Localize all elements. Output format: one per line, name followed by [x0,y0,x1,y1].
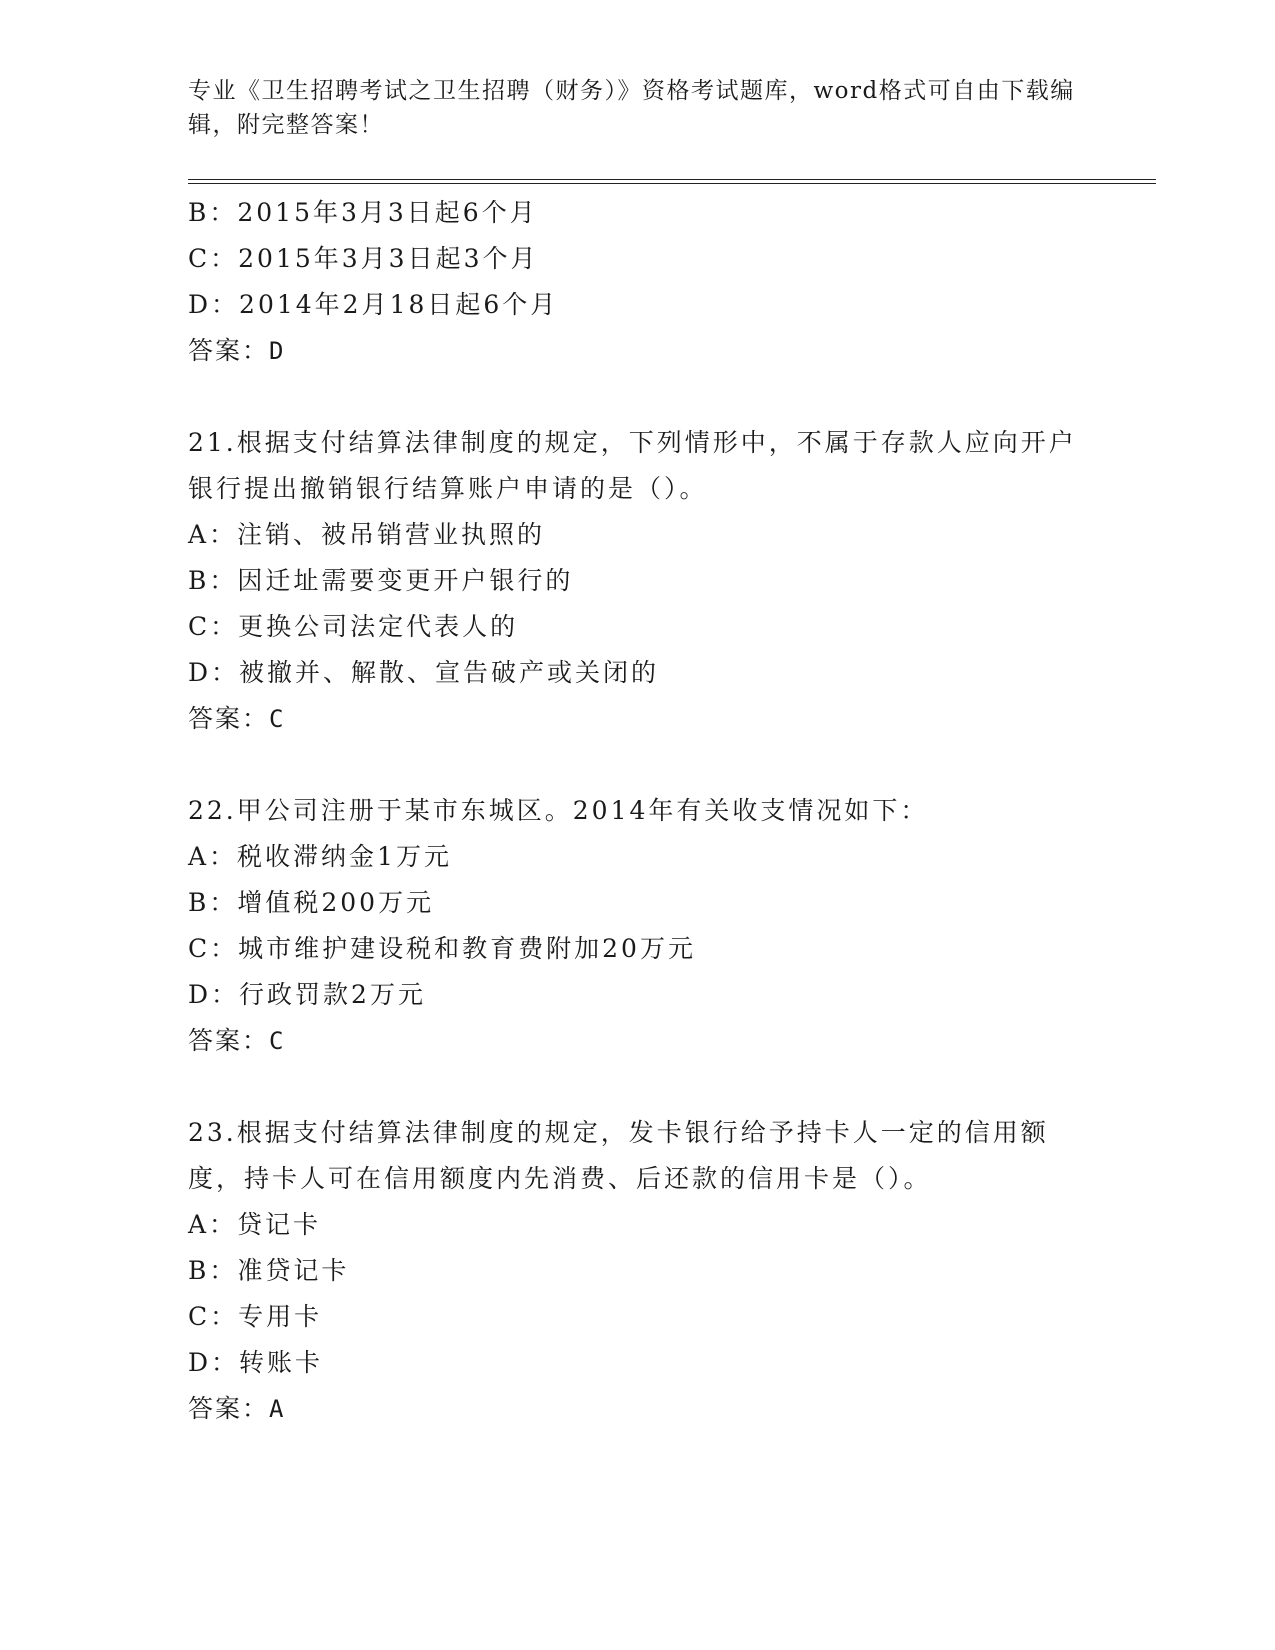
answer-label: 答案： [188,1027,270,1055]
option-c: C：城市维护建设税和教育费附加20万元 [188,934,696,963]
answer-line [188,696,1088,742]
option-b: B：2015年3月3日起6个月 [188,198,538,227]
option-a: A：税收滞纳金1万元 [188,842,452,871]
answer-value: A [269,1395,286,1423]
option-d: D：行政罚款2万元 [188,980,426,1009]
answer-label: 答案： [188,1395,270,1423]
question-stem: 21.根据支付结算法律制度的规定，下列情形中，不属于存款人应向开户银行提出撤销银行结算账户申请的是（）。 [188,428,1077,503]
document-header: 专业《卫生招聘考试之卫生招聘（财务）》资格考试题库，word格式可自由下载编辑，附完整答案！ [188,78,1075,138]
question-stem: 22.甲公司注册于某市东城区。2014年有关收支情况如下： [188,796,929,825]
option-c: C：专用卡 [188,1302,323,1331]
previous-question-tail [188,190,1088,374]
option-b: B：准贷记卡 [188,1256,350,1285]
question-stem: 23.根据支付结算法律制度的规定，发卡银行给予持卡人一定的信用额度，持卡人可在信用额度内先消费、后还款的信用卡是（）。 [188,1118,1049,1193]
question-23 [188,1110,1088,1432]
question-22 [188,788,1088,1064]
option-c: C：更换公司法定代表人的 [188,612,519,641]
question-list [188,190,1088,1432]
option-c: C：2015年3月3日起3个月 [188,244,539,273]
option-b: B：因迁址需要变更开户银行的 [188,566,574,595]
answer-label: 答案： [188,705,270,733]
option-d: D：转账卡 [188,1348,324,1377]
option-b: B：增值税200万元 [188,888,435,917]
option-a: A：注销、被吊销营业执照的 [188,520,546,549]
option-d: D：被撤并、解散、宣告破产或关闭的 [188,658,660,687]
option-d: D：2014年2月18日起6个月 [188,290,559,319]
header-divider-top [188,179,1156,180]
answer-line [188,328,1088,374]
answer-value: C [269,1027,286,1055]
answer-value: C [269,705,286,733]
header-divider-bottom [188,183,1156,184]
answer-value: D [269,337,286,365]
option-a: A：贷记卡 [188,1210,322,1239]
answer-line [188,1018,1088,1064]
answer-label: 答案： [188,337,270,365]
answer-line [188,1386,1088,1432]
question-21 [188,420,1088,742]
